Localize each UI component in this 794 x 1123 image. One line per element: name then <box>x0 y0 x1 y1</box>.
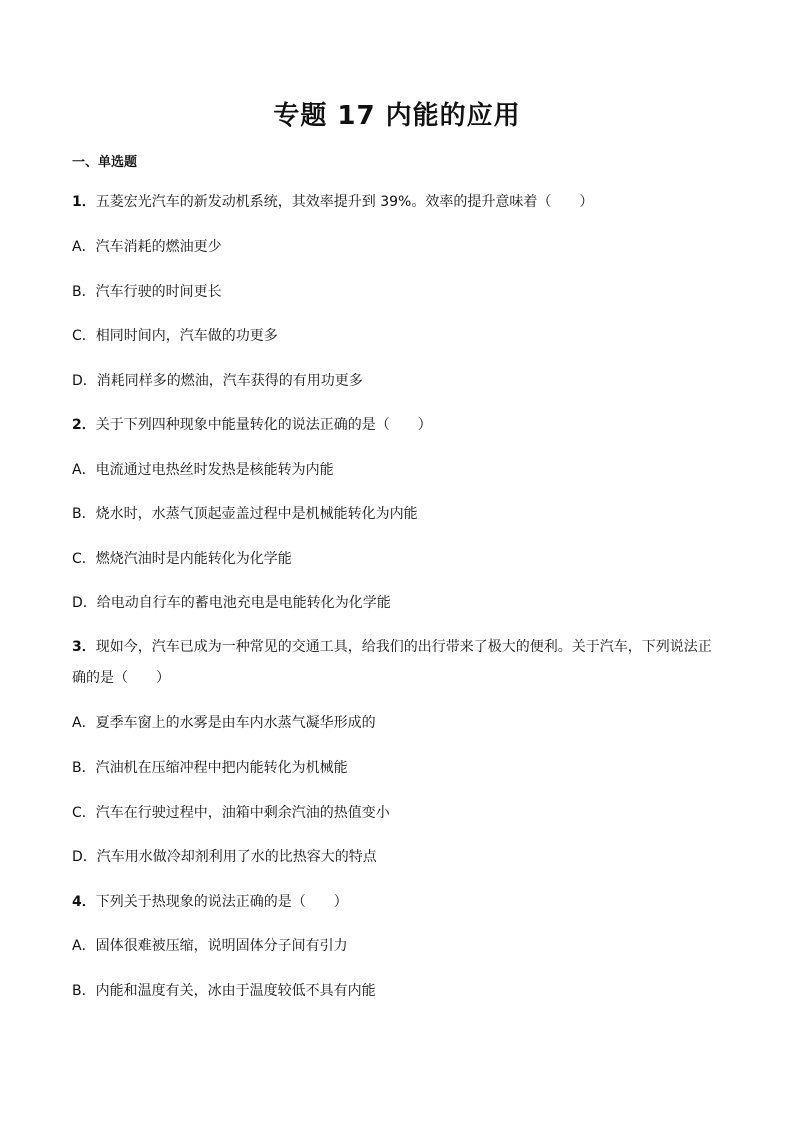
question-1-option-c: C．相同时间内，汽车做的功更多 <box>72 328 278 344</box>
question-2-option-c: C．燃烧汽油时是内能转化为化学能 <box>72 551 292 567</box>
question-2-option-d: D．给电动自行车的蓄电池充电是电能转化为化学能 <box>72 595 391 611</box>
question-4-stem-line <box>72 892 724 912</box>
page-title: 专题 17 内能的应用 <box>273 101 521 131</box>
question-stem: 下列关于热现象的说法正确的是（ ） <box>95 894 348 910</box>
question-3-stem-line <box>72 632 724 694</box>
question-1-option-d: D．消耗同样多的燃油，汽车获得的有用功更多 <box>72 373 363 389</box>
question-stem: 现如今，汽车已成为一种常见的交通工具，给我们的出行带来了极大的便利。关于汽车，下列说法正确的是（ ） <box>72 639 712 686</box>
question-4-option-b: B．内能和温度有关，冰由于温度较低不具有内能 <box>72 983 376 999</box>
question-2-stem-line <box>72 415 724 435</box>
question-3-option-a: A．夏季车窗上的水雾是由车内水蒸气凝华形成的 <box>72 715 376 731</box>
section-heading: 一、单选题 <box>72 155 138 170</box>
question-number: 2． <box>72 417 96 433</box>
question-3-option-c: C．汽车在行驶过程中，油箱中剩余汽油的热值变小 <box>72 805 390 821</box>
question-3-option-d: D．汽车用水做冷却剂利用了水的比热容大的特点 <box>72 849 377 865</box>
question-stem: 五菱宏光汽车的新发动机系统，其效率提升到 39%。效率的提升意味着（ ） <box>95 194 594 210</box>
question-1-option-a: A．汽车消耗的燃油更少 <box>72 239 222 255</box>
question-4-option-a: A．固体很难被压缩，说明固体分子间有引力 <box>72 938 348 954</box>
question-2-option-b: B．烧水时，水蒸气顶起壶盖过程中是机械能转化为内能 <box>72 506 418 522</box>
question-1-stem-line <box>72 192 724 212</box>
question-number: 1． <box>72 194 96 210</box>
question-number: 4． <box>72 894 96 910</box>
question-stem: 关于下列四种现象中能量转化的说法正确的是（ ） <box>95 417 432 433</box>
question-2-option-a: A．电流通过电热丝时发热是核能转为内能 <box>72 462 334 478</box>
question-1-option-b: B．汽车行驶的时间更长 <box>72 284 222 300</box>
question-3-option-b: B．汽油机在压缩冲程中把内能转化为机械能 <box>72 760 348 776</box>
question-number: 3． <box>72 639 96 655</box>
